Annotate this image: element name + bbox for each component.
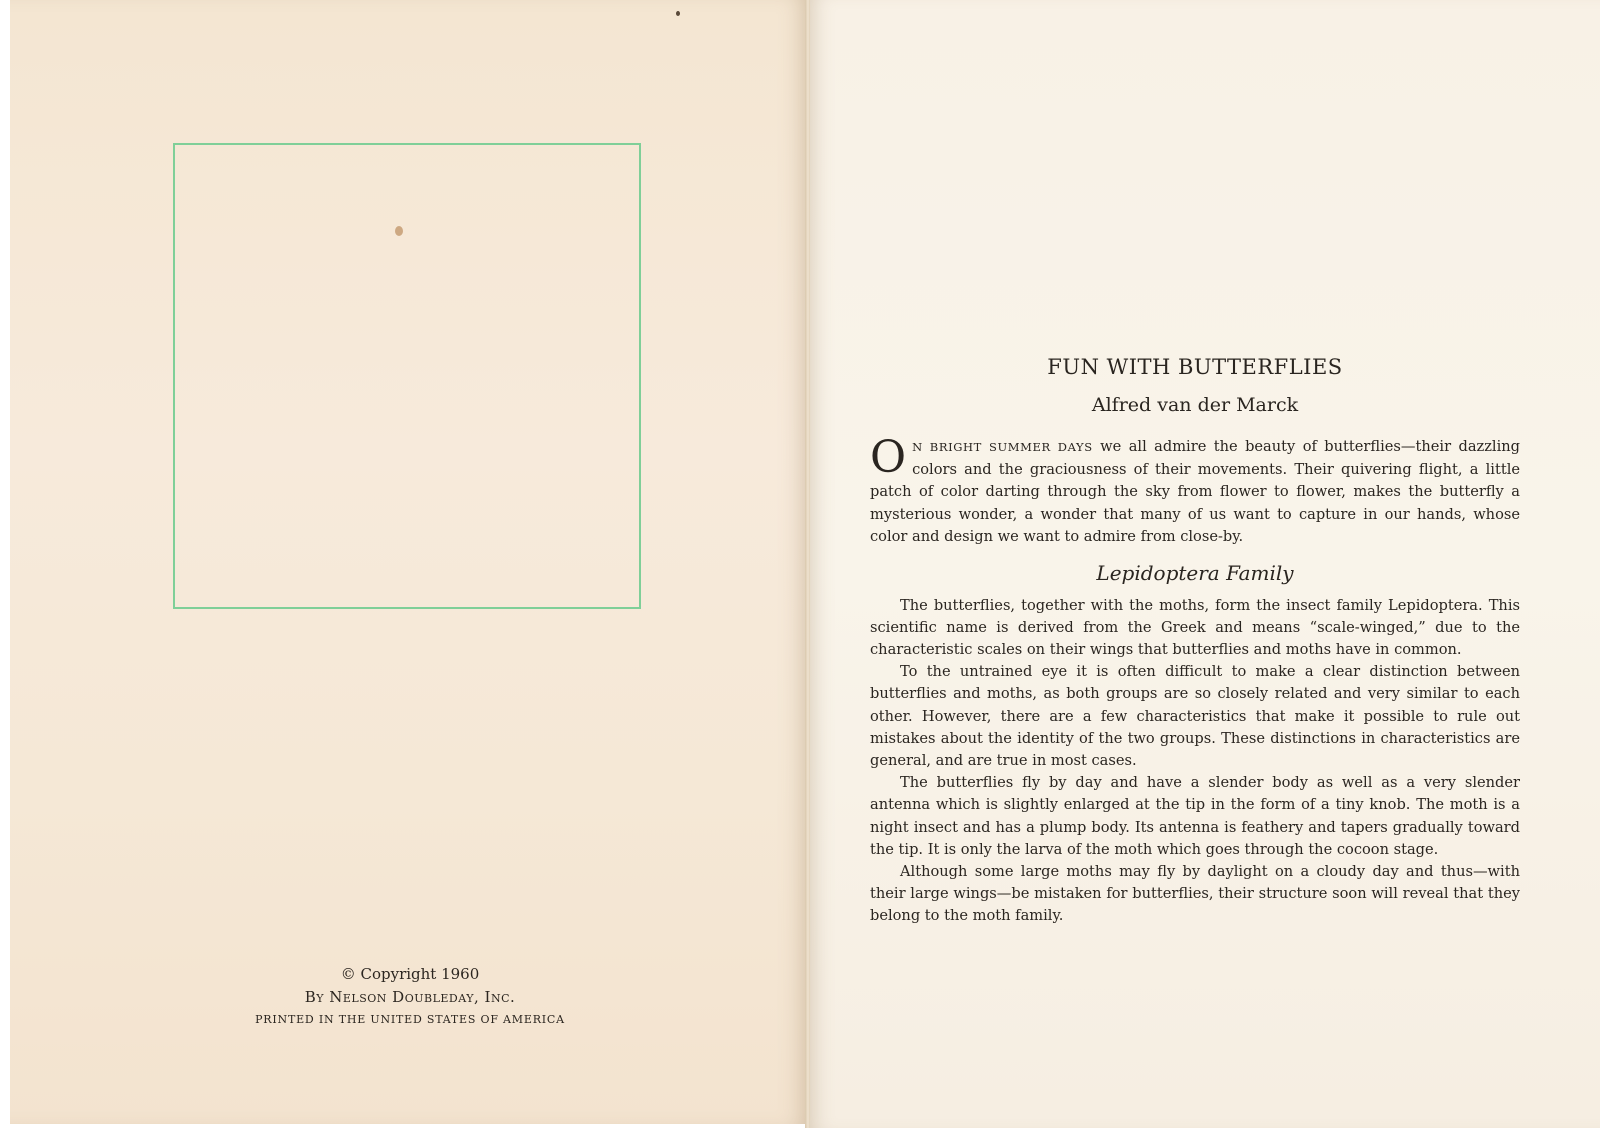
- body-paragraph: To the untrained eye it is often difficult to make a clear distinction between butterflies and moths, as both groups are so closely related and very similar to each other. However, there are a few characteristics that make it possible to rule out mistakes about the identity of the two groups. These distinctions in characteristics are general, and are true in most cases.: [870, 663, 1520, 769]
- copyright-line: © Copyright 1960: [340, 965, 480, 983]
- right-page: [810, 0, 1600, 1128]
- paper-speck: [676, 11, 680, 16]
- section-heading: Lepidoptera Family: [1096, 560, 1294, 585]
- lead-caps: N BRIGHT SUMMER DAYS: [912, 440, 1093, 454]
- paper-stain: [395, 226, 403, 236]
- body-paragraph: The butterflies fly by day and have a slender body as well as a very slender antenna which is slightly enlarged at the tip in the form of a tiny knob. The moth is a night insect and has a plump body. Its antenna is feathery and tapers gradually toward the tip. It is only the larva of the moth which goes through the cocoon stage.: [870, 774, 1520, 858]
- copyright-block: [170, 963, 650, 1031]
- intro-text: we all admire the beauty of butterflies—their dazzling colors and the graciousness of their movements. Their quivering flight, a little patch of color darting through the sky from flower to flower, makes the butterfly a mysterious wonder, a wonder that many of us want to capture in our hands, whose color and design we want to admire from close-by.: [870, 438, 1520, 545]
- body-paragraph: Although some large moths may fly by daylight on a cloudy day and thus—with their large wings—be mistaken for butterflies, their structure soon will reveal that they belong to the moth family.: [870, 862, 1520, 925]
- left-page: [10, 0, 808, 1124]
- photo-frame-placeholder: [173, 143, 641, 609]
- printed-line: PRINTED IN THE UNITED STATES OF AMERICA: [255, 1013, 565, 1026]
- article: [870, 352, 1520, 928]
- intro-paragraph: [870, 432, 1520, 549]
- article-title: FUN WITH BUTTERFLIES: [1047, 355, 1343, 379]
- article-author: Alfred van der Marck: [1091, 394, 1299, 416]
- publisher-line: By Nelson Doubleday, Inc.: [304, 988, 516, 1006]
- drop-cap: O: [870, 432, 907, 483]
- body-paragraph: The butterflies, together with the moths, form the insect family Lepidoptera. This scientific name is derived from the Greek and means “scale-winged,” due to the characteristic scales on their wings that butterflies and moths have in common.: [870, 596, 1520, 658]
